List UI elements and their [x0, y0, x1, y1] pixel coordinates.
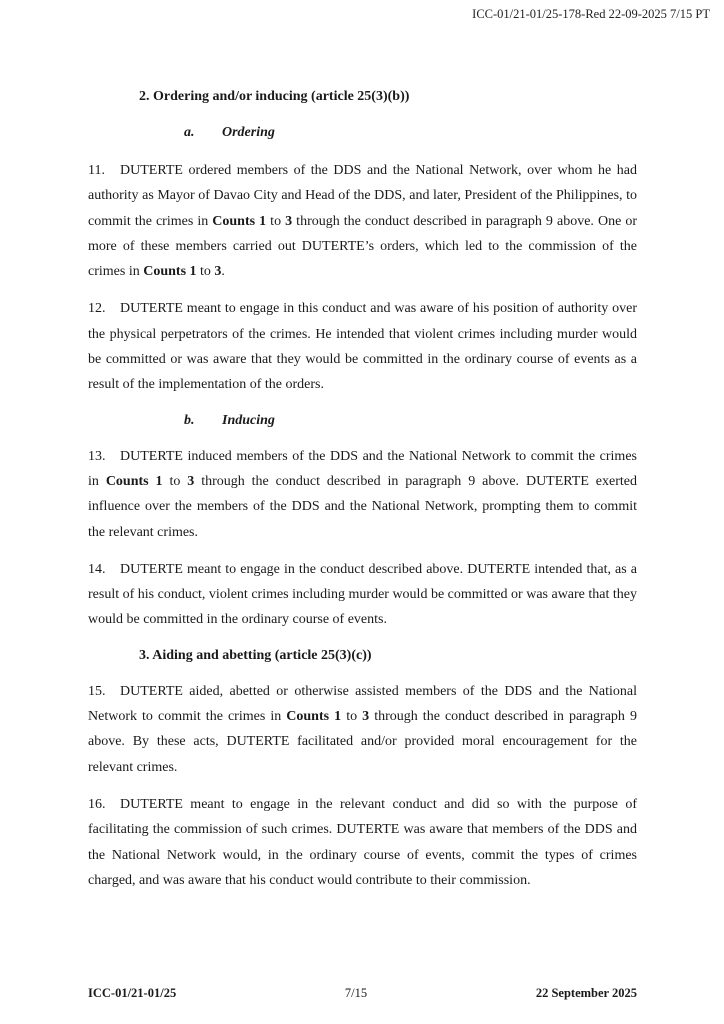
paragraph-15: 15. DUTERTE aided, abetted or otherwise assisted members of the DDS and the National Network to commit the crimes in Counts 1 to 3 through the conduct described in paragraph 9 above. By these acts, DUTERTE facilitated and/or provided moral encouragement for the relevant crimes. [88, 679, 637, 780]
section-heading-ordering-inducing: 2. Ordering and/or inducing (article 25(3)(b)) [139, 89, 410, 104]
paragraph-number: 15. [88, 683, 106, 699]
paragraph-13: 13. DUTERTE induced members of the DDS and the National Network to commit the crimes in Counts 1 to 3 through the conduct described in paragraph 9 above. DUTERTE exerted influence over the members of the DDS and the National Network, prompting them to commit the relevant crimes. [88, 444, 637, 545]
subsection-letter: b. [184, 412, 195, 428]
subsection-heading-inducing [184, 410, 637, 432]
paragraph-16: 16. DUTERTE meant to engage in the relevant conduct and did so with the purpose of facilitating the commission of such crimes. DUTERTE was aware that members of the DDS and the National Network would, in the ordinary course of events, commit the types of crimes charged, and was aware that his conduct would contribute to their commission. [88, 792, 637, 893]
footer-page-number: 7/15 [344, 986, 368, 1000]
subsection-letter: a. [184, 125, 195, 140]
paragraph-number: 11. [88, 163, 105, 178]
paragraph-11: 11. DUTERTE ordered members of the DDS and the National Network, over whom he had authority as Mayor of Davao City and Head of the DDS, and later, President of the Philippines, to commit the crimes in Counts 1 to 3 through the conduct described in paragraph 9 above. One or more of these members carried out DUTERTE’s orders, which led to the commission of the crimes in Counts 1 to 3. [88, 158, 637, 284]
paragraph-number: 13. [88, 448, 106, 464]
section-heading-aiding-abetting: 3. Aiding and abetting (article 25(3)(c)) [139, 647, 372, 663]
subsection-title: Ordering [222, 125, 275, 140]
page-footer [88, 986, 637, 1001]
document-reference-header: ICC-01/21-01/25-178-Red 22-09-2025 7/15 PT [472, 7, 710, 21]
document-body [88, 86, 637, 893]
paragraph-number: 16. [88, 796, 106, 812]
paragraph-12: 12. DUTERTE meant to engage in this conduct and was aware of his position of authority over the physical perpetrators of the crimes. He intended that violent crimes including murder would be committed or was aware that they would be committed in the ordinary course of events as a result of the implementation of the orders. [88, 296, 637, 397]
footer-case-number: ICC-01/21-01/25 [88, 986, 177, 1000]
paragraph-number: 14. [88, 561, 106, 577]
subsection-heading-ordering [184, 122, 637, 144]
subsection-title: Inducing [222, 412, 275, 428]
paragraph-14: 14. DUTERTE meant to engage in the conduct described above. DUTERTE intended that, as a result of his conduct, violent crimes including murder would be committed or was aware that they would be committed in the ordinary course of events. [88, 557, 637, 633]
paragraph-number: 12. [88, 301, 106, 317]
footer-date: 22 September 2025 [535, 986, 637, 1000]
